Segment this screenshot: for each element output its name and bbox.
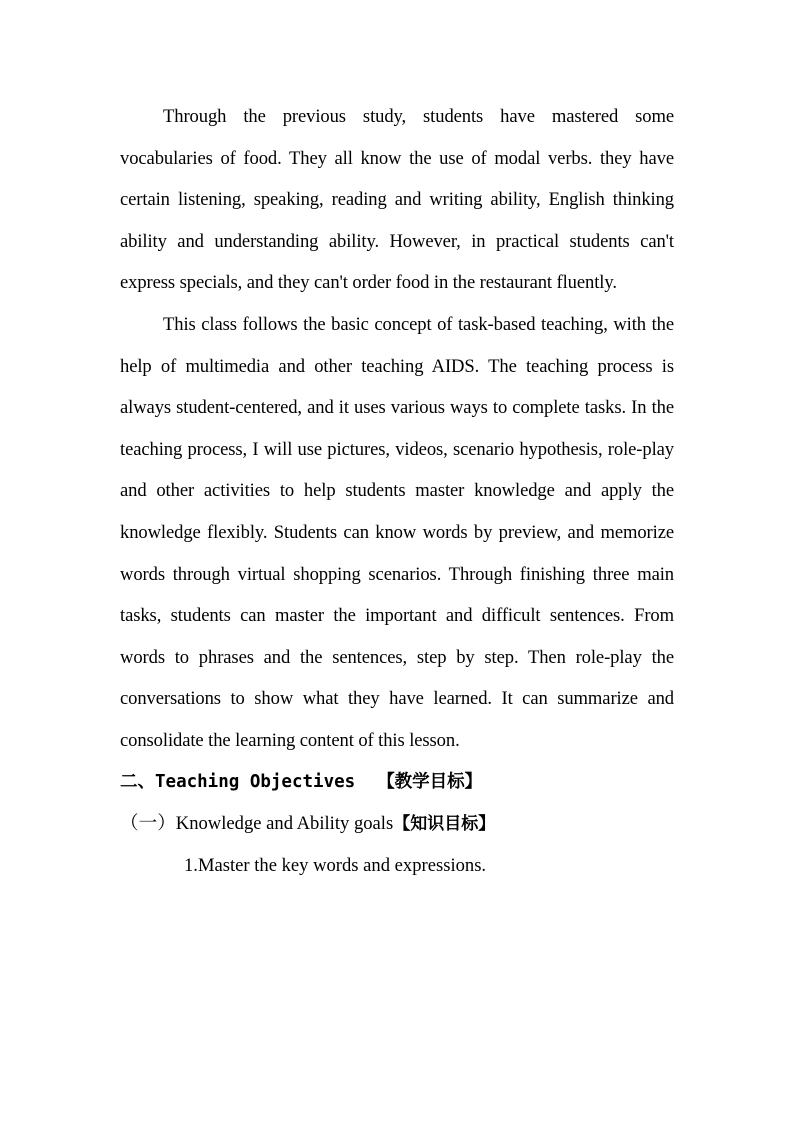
section-heading <box>120 762 674 804</box>
subsection-heading-text: （一）Knowledge and Ability goals <box>120 813 394 835</box>
document-page <box>120 96 674 886</box>
subsection-heading-tag: 【知识目标】 <box>393 814 496 835</box>
intro-paragraph: Through the previous study, students have mastered some vocabularies of food. They all know the use of modal verbs. they have certain listening, speaking, reading and writing ability, English thinking ability and understanding ability. However, in practical students can't express specials, and they can't order food in the restaurant fluently. <box>120 106 674 294</box>
subsection-heading <box>120 803 674 845</box>
section-heading-text: 二、Teaching Objectives <box>120 771 356 792</box>
section-heading-tag: 【教学目标】 <box>377 771 483 792</box>
teaching-method-paragraph: This class follows the basic concept of task-based teaching, with the help of multimedia and other teaching AIDS. The teaching process is always student-centered, and it uses various ways to complete tasks. In the teaching process, I will use pictures, videos, scenario hypothesis, role-play and other activities to help students master knowledge and apply the knowledge flexibly. Students can know words by preview, and memorize words through virtual shopping scenarios. Through finishing three main tasks, students can master the important and difficult sentences. From words to phrases and the sentences, step by step. Then role-play the conversations to show what they have learned. It can summarize and consolidate the learning content of this lesson. <box>120 313 674 751</box>
list-item: 1.Master the key words and expressions. <box>184 854 487 876</box>
